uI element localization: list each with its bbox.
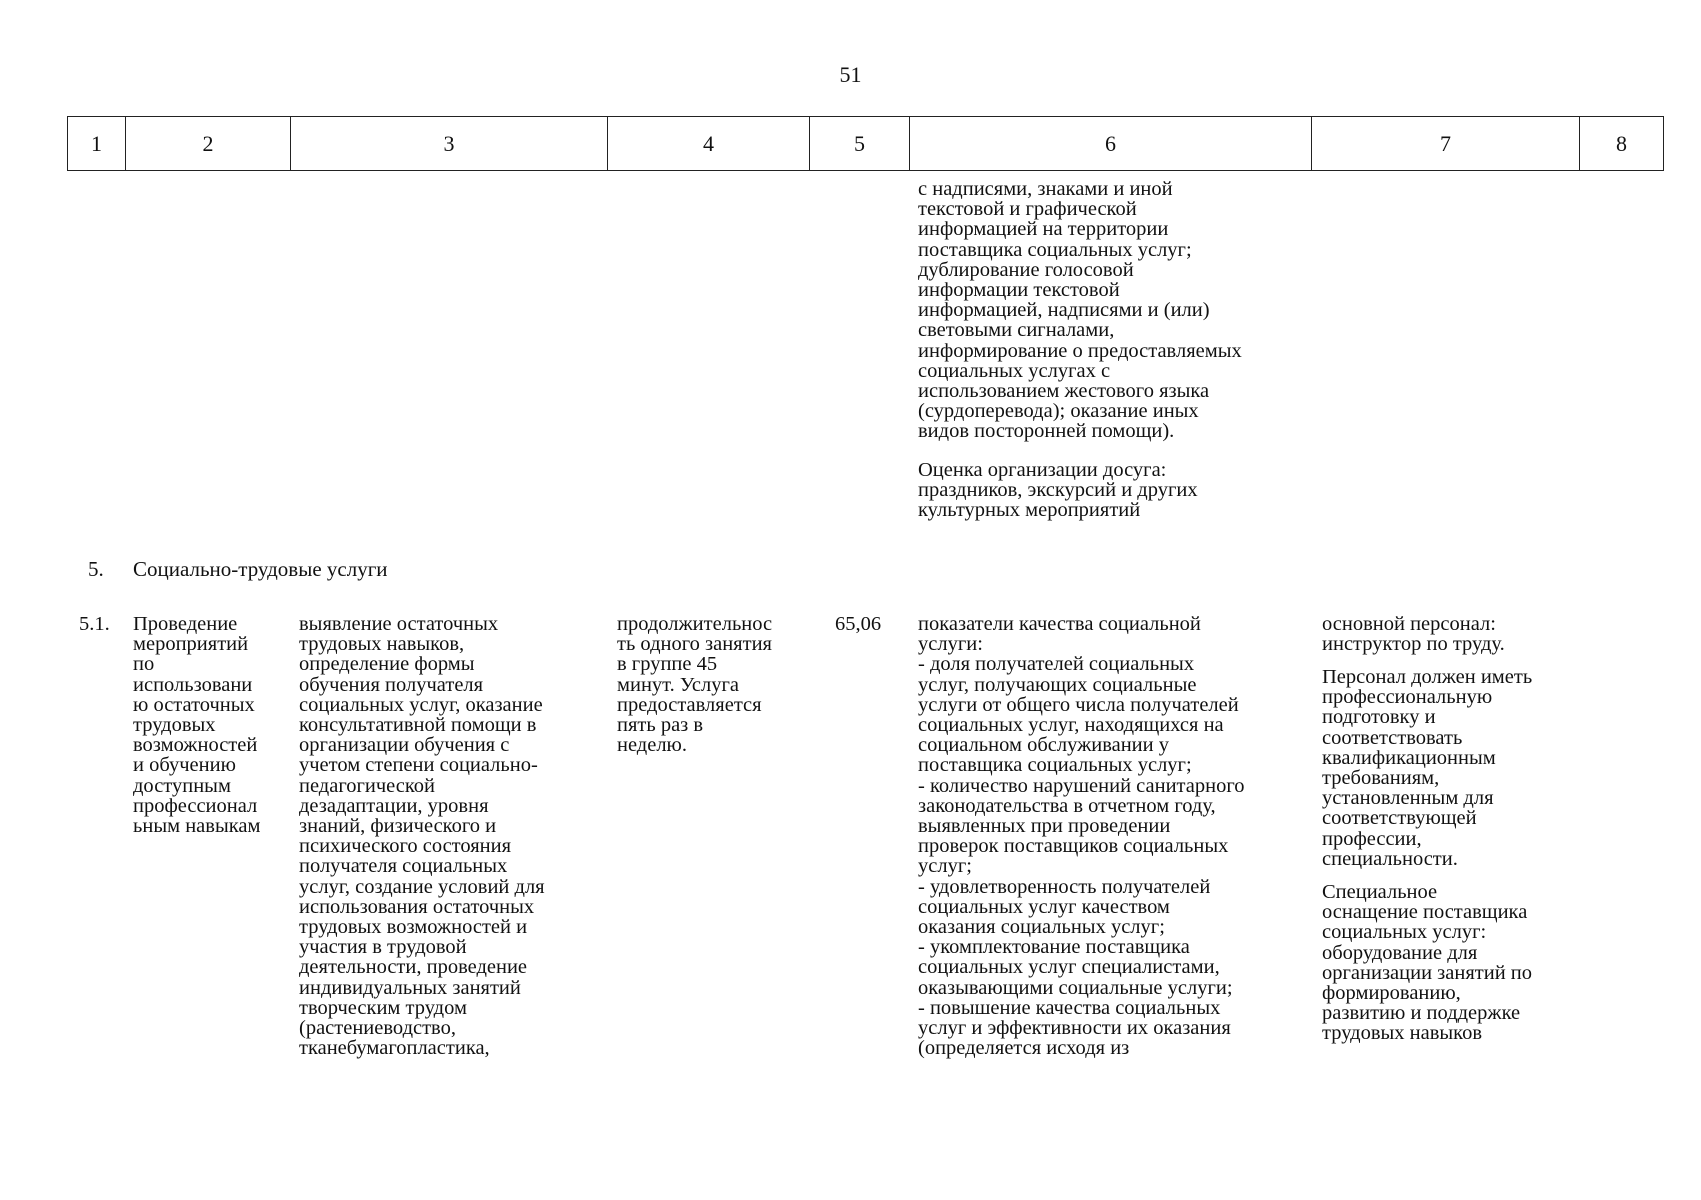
page-number: 51 [839, 62, 862, 87]
row-number: 5.1. [79, 613, 110, 635]
column-number-3: 3 [291, 117, 608, 171]
column-number-6: 6 [910, 117, 1312, 171]
column-number-4: 4 [608, 117, 810, 171]
section-title: Социально-трудовые услуги [133, 557, 388, 581]
column-number-5: 5 [810, 117, 910, 171]
continuation-cell-text: с надписями, знаками и иной текстовой и графической информацией на территории поставщика социальных услуг; дублирование голосовой информации текстовой информацией, надписями и (или) световыми сигналами, информирование о предоставляемых социальных услугах с использованием жестового языка (сурдоперевода); оказание иных видов посторонней помощи). [918, 178, 1242, 443]
leisure-assessment-text: Оценка организации досуга: праздников, экскурсий и других культурных мероприятий [918, 459, 1198, 522]
service-duration: продолжительнос ть одного занятия в группе 45 минут. Услуга предоставляется пять раз в неделю. [617, 613, 773, 757]
conditions-qualification: Персонал должен иметь профессиональную подготовку и соответствовать квалификационным требованиям, установленным для соответствующей профессии, специальности. [1322, 666, 1533, 870]
service-description: выявление остаточных трудовых навыков, определение формы обучения получателя социальных услуг, оказание консультативной помощи в организации обучения с учетом степени социально- педагогической дезадаптации, уровня знаний, физического и психического состояния получателя социальных услуг, создание условий для использования остаточных трудовых возможностей и участия в трудовой деятельности, проведение индивидуальных занятий творческим трудом (растениеводство, тканебумагопластика, [299, 613, 545, 1060]
service-price: 65,06 [835, 613, 882, 635]
column-number-1: 1 [68, 117, 126, 171]
column-number-2: 2 [126, 117, 291, 171]
conditions-personnel: основной персонал: инструктор по труду. [1322, 613, 1505, 656]
service-name: Проведение мероприятий по использовани ю остаточных трудовых возможностей и обучению доступным профессионал ьным навыкам [133, 613, 261, 838]
quality-indicators: показатели качества социальной услуги: - доля получателей социальных услуг, получающих социальные услуги от общего числа получателей социальных услуг, находящихся на социальном обслуживании у поставщика социальных услуг; - количество нарушений санитарного законодательства в отчетном году, выявленных при проведении проверок поставщиков социальных услуг; - удовлетворенность получателей социальных услуг качеством оказания социальных услуг; - укомплектование поставщика социальных услуг специалистами, оказывающими социальные услуги; - повышение качества социальных услуг и эффективности их оказания (определяется исходя из [918, 613, 1245, 1060]
column-number-7: 7 [1312, 117, 1580, 171]
column-number-8: 8 [1580, 117, 1664, 171]
conditions-equipment: Специальное оснащение поставщика социальных услуг: оборудование для организации занятий по формированию, развитию и поддержке трудовых навыков [1322, 881, 1533, 1045]
table-column-numbers [67, 116, 1664, 171]
section-number: 5. [88, 557, 104, 581]
